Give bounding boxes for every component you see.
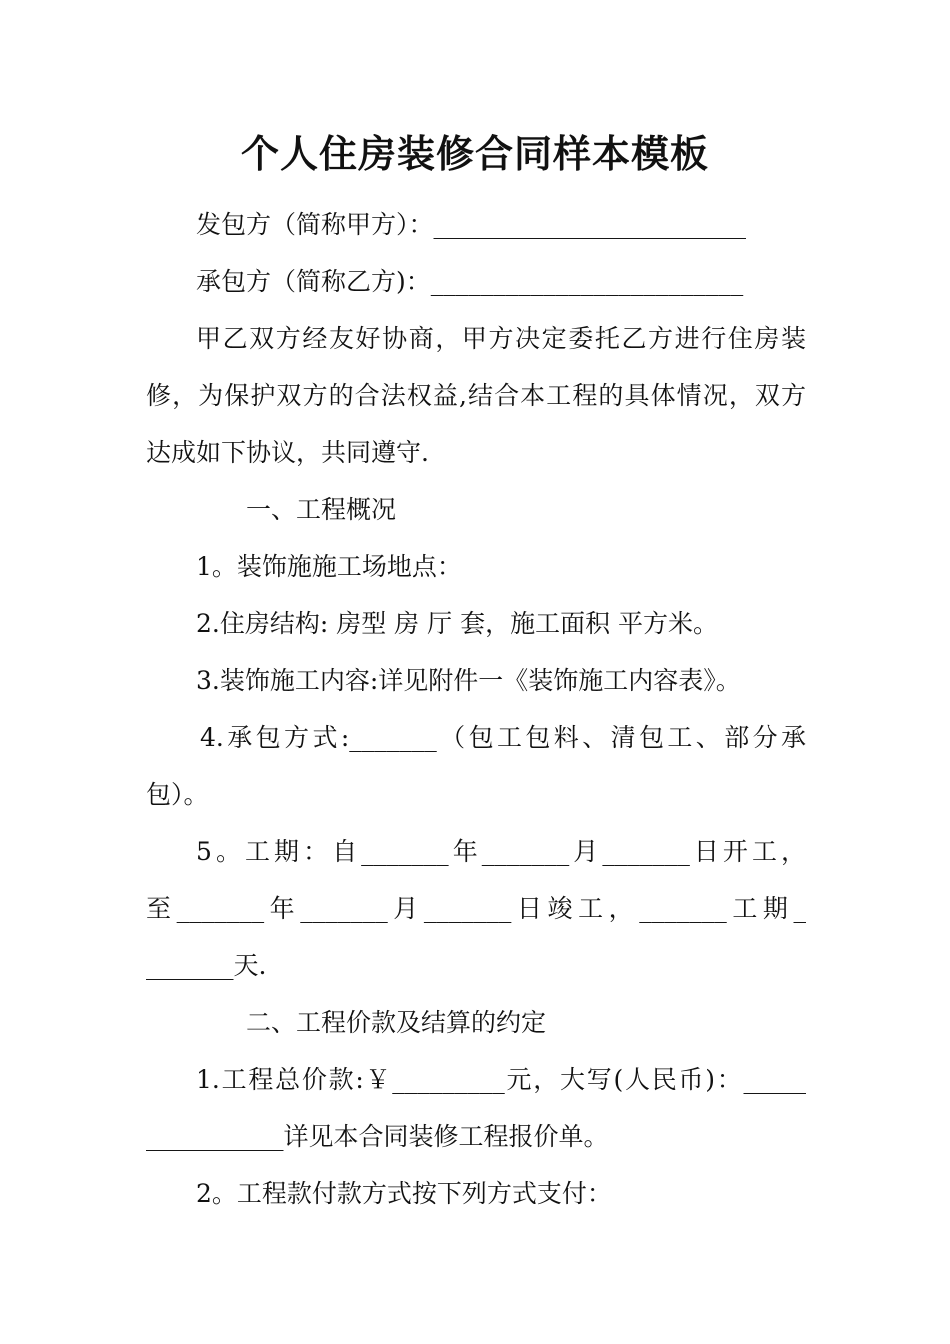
section-heading-1: 一、工程概况 (246, 495, 397, 524)
clause-1-5-line-3: _______天. (146, 951, 267, 980)
intro-paragraph-line-2: 修，为保护双方的合法权益,结合本工程的具体情况，双方 (146, 381, 806, 410)
clause-1-3: 3.装饰施工内容:详见附件一《装饰施工内容表》。 (196, 666, 741, 695)
clause-2-1-line-2: ___________详见本合同装修工程报价单。 (146, 1122, 609, 1151)
clause-1-4-line-2: 包）。 (146, 780, 209, 809)
clause-1-5-line-2: 至_______年_______月_______日竣工，_______工期_ (146, 894, 806, 923)
clause-2-2: 2。工程款付款方式按下列方式支付： (196, 1179, 612, 1208)
clause-1-5-line-1: 5。工期：自_______年_______月_______日开工， (196, 837, 806, 866)
clause-1-2: 2.住房结构: 房型 房 厅 套，施工面积 平方米。 (196, 609, 719, 638)
intro-paragraph-line-1: 甲乙双方经友好协商，甲方决定委托乙方进行住房装 (196, 324, 806, 353)
clause-2-1-line-1: 1.工程总价款:￥_________元，大写(人民币)：_____ (196, 1065, 806, 1094)
party-b-line: 承包方（简称乙方)：_________________________ (196, 267, 744, 296)
party-a-line: 发包方（简称甲方）：_________________________ (196, 210, 747, 239)
intro-paragraph-line-3: 达成如下协议，共同遵守. (146, 438, 429, 467)
clause-1-1: 1。装饰施施工场地点： (196, 552, 462, 581)
clause-1-4-line-1: 4.承包方式:_______（包工包料、清包工、部分承 (200, 723, 806, 752)
section-heading-2: 二、工程价款及结算的约定 (246, 1008, 547, 1037)
document-title: 个人住房装修合同样本模板 (240, 131, 709, 176)
